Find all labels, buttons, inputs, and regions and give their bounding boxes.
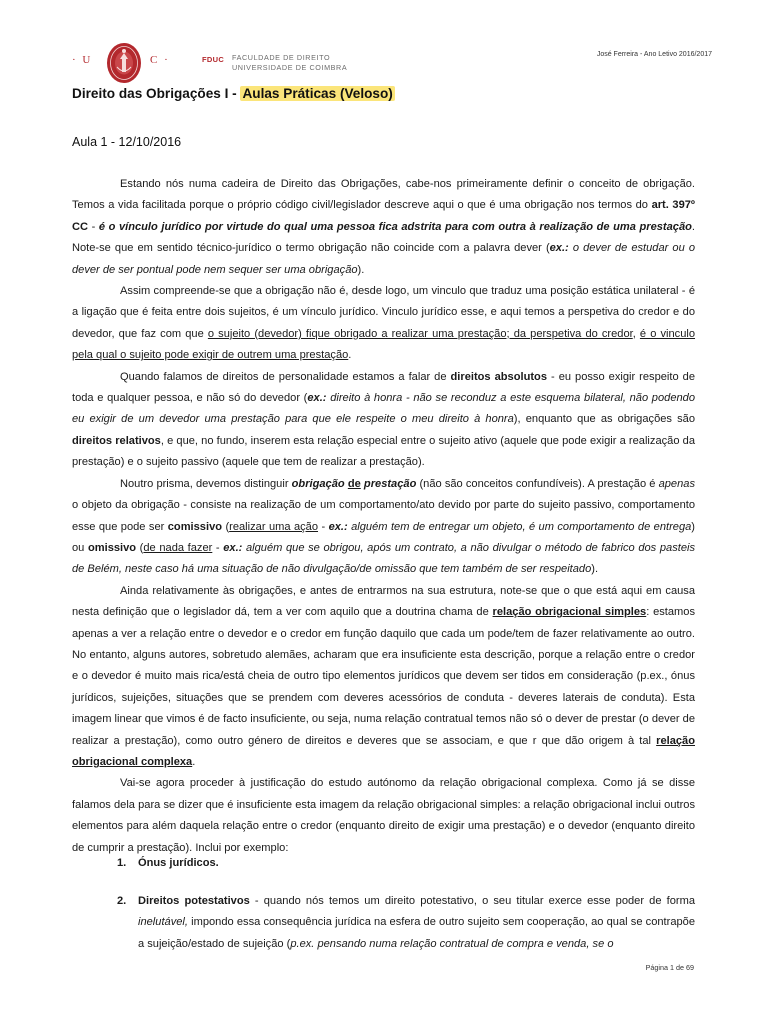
text: ). (591, 563, 599, 576)
text: - (212, 541, 224, 554)
uc-logo-right-letters: C · (150, 54, 170, 66)
list-item-text (138, 891, 695, 955)
text: - (318, 520, 329, 533)
text: impondo essa consequência jurídica na esfera de outro sujeito sem cooperação, ao qual se contrapõe a sujeição/estado de sujeição ( (138, 916, 695, 950)
bold-underlined-text: relação obrigacional simples (492, 606, 647, 619)
header-author-year: José Ferreira - Ano Letivo 2016/2017 (596, 51, 712, 58)
bold-italic-text: é o vínculo jurídico por virtude do qual uma pessoa fica adstrita para com outra à realização de uma prestação (98, 220, 692, 233)
text: ). (357, 263, 365, 276)
italic-text: p.ex. pensando numa relação contratual de compra e venda, se o (290, 937, 614, 950)
bold-italic-text: prestação (360, 477, 417, 490)
bold-text: Direitos potestativos (138, 895, 250, 907)
title-main: Direito das Obrigações I - (72, 86, 241, 101)
fduc-mark: FDUC (202, 55, 225, 64)
text: - eu posso exigir respeito de toda e qualquer pessoa, e não só do devedor ( (72, 370, 695, 405)
faculty-line-2: UNIVERSIDADE DE COIMBRA (232, 63, 348, 72)
text: (não são conceitos confundíveis). A prestação é (416, 477, 659, 490)
bold-text: art. 397º CC (72, 199, 695, 233)
text: , e que, no fundo, inserem esta relação especial entre o sujeito ativo (aquele que pode exigir a realização da prestação) e o sujeito passivo (aquele que tem de realizar a prestação). (72, 434, 695, 469)
italic-text: apenas (658, 477, 695, 490)
faculty-line-1: FACULDADE DE DIREITO (232, 53, 331, 62)
text: . Note-se que em sentido técnico-jurídico o termo obrigação não coincide com a palavra dever ( (72, 220, 696, 255)
italic-text: alguém que se obrigou, após um contrato, a não divulgar o método de fabrico dos pasteis de Belém, neste caso há uma situação de não divulgação/de omissão que tem também de ser respeitado (72, 541, 696, 576)
bold-italic-text: ex.: (328, 520, 348, 533)
bold-underlined-text: relação obrigacional complexa (72, 734, 695, 768)
body-text (72, 174, 695, 859)
text: ( (222, 520, 230, 533)
paragraph-1 (72, 174, 695, 281)
underlined-text: de nada fazer (143, 541, 213, 554)
italic-text: o dever de estudar ou o dever de ser pontual pode nem sequer ser uma obrigação (72, 242, 695, 276)
page-number: Página 1 de 69 (645, 963, 694, 972)
paragraph-6: Vai-se agora proceder à justificação do estudo autónomo da relação obrigacional complexa. Como já se disse falamos dela para se dizer que é insuficiente esta imagem da relação obrigacional simples: a relação obrigacional inclui outros elementos para além daquela relação entre o credor (enquanto direito de exigir uma prestação) e o devedor (enquanto direito de cumprir a prestação). Inclui por exemplo: (72, 777, 695, 854)
text: . (348, 349, 352, 362)
underlined-text: o sujeito (devedor) fique obrigado a realizar uma prestação; da perspetiva do credor (207, 327, 633, 340)
bold-text: comissivo (167, 520, 223, 533)
text: . (192, 755, 196, 768)
paragraph-2 (72, 281, 695, 367)
title-highlight: Aulas Práticas (Veloso) (242, 86, 393, 101)
document-title (72, 86, 395, 101)
text: , (632, 327, 640, 340)
bold-italic-text: ex.: (549, 242, 569, 255)
text: ), enquanto que as obrigações são (513, 413, 695, 426)
text: Noutro prisma, devemos distinguir (120, 477, 292, 490)
text: ) ou (72, 520, 695, 554)
list-number: 2. (117, 895, 127, 907)
text: ( (136, 541, 144, 554)
bold-italic-text: ex.: (223, 541, 243, 554)
list-item (72, 891, 695, 955)
bold-italic-text: ex.: (307, 392, 327, 405)
page-header (72, 40, 712, 86)
underlined-text: realizar uma ação (229, 520, 319, 533)
text: Quando falamos de direitos de personalidade estamos a falar de (120, 370, 451, 383)
text: Assim compreende-se que a obrigação não é, desde logo, um vinculo que traduz uma posição estática unilateral - é a ligação que é feita entre dois sujeitos, é um vínculo jurídico. Vinculo jurídico esse, e aqui temos a perspetiva do credor e do devedor, que faz com que (72, 285, 695, 340)
university-seal-icon (105, 41, 143, 85)
paragraph-4 (72, 474, 695, 581)
bold-text: omissivo (87, 541, 137, 554)
italic-text: alguém tem de entregar um objeto, é um comportamento de entrega (347, 520, 692, 533)
text: o objeto da obrigação - consiste na realização de um comportamento/ato devido por parte do sujeito passivo, comportamento esse que pode ser (72, 499, 695, 533)
italic-text: inelutável, (138, 916, 188, 929)
underlined-text: é o vinculo pela qual o sujeito pode exigir de outrem uma prestação (72, 327, 696, 362)
faculty-name (232, 53, 347, 73)
lesson-heading: Aula 1 - 12/10/2016 (72, 135, 182, 149)
text: : estamos apenas a ver a relação entre o devedor e o credor em função daquilo que cada um pode/tem de fazer relativamente ao outro. No entanto, alguns autores, sobretudo alemães, acharam que era insuficiente esta descrição, porque a relação entre o credor e o devedor é muito mais rica/está cheia de outro tipo elementos jurídicos que devem ser tidos em consideração (p.ex., ónus jurídicos, sujeições, situações que se prendem com deveres acessórios de conduta - deveres laterais de conduta). Esta imagem linear que vimos é de facto insuficiente, ou seja, numa relação contratual temos não só o dever de prestar (o dever de realizar a prestação), como outro género de direitos e deveres que se associam, e que r que dão origem à tal (72, 606, 695, 747)
bold-text: Ónus jurídicos. (138, 857, 219, 869)
text: - quando nós temos um direito potestativo, o seu titular exerce esse poder de forma (249, 895, 696, 907)
bold-italic-text: obrigação (291, 477, 348, 490)
paragraph-5 (72, 581, 695, 774)
text: - (88, 220, 99, 233)
bold-text: direitos relativos (72, 434, 161, 447)
bold-text: direitos absolutos (450, 370, 547, 383)
text: Estando nós numa cadeira de Direito das Obrigações, cabe-nos primeiramente definir o conceito de obrigação. Temos a vida facilitada porque o próprio código civil/legislador descreve aqui o que é uma obrigação nos termos do (72, 178, 695, 212)
list-item-text (138, 853, 695, 874)
italic-text: direito à honra - não se reconduz a este esquema bilateral, não podendo eu exigir de um devedor uma prestação para que ele respeite o meu direito à honra (72, 392, 695, 426)
paragraph-3 (72, 367, 695, 474)
bold-underlined-text: de (347, 477, 361, 490)
uc-logo-left-letters: · U (72, 54, 93, 66)
text: Ainda relativamente às obrigações, e antes de entrarmos na sua estrutura, note-se que o que está aqui em causa nesta definição que o legislador dá, tem a ver com aquilo que a doutrina chama de (72, 584, 695, 619)
list-item (72, 853, 695, 874)
list-number: 1. (117, 857, 127, 869)
